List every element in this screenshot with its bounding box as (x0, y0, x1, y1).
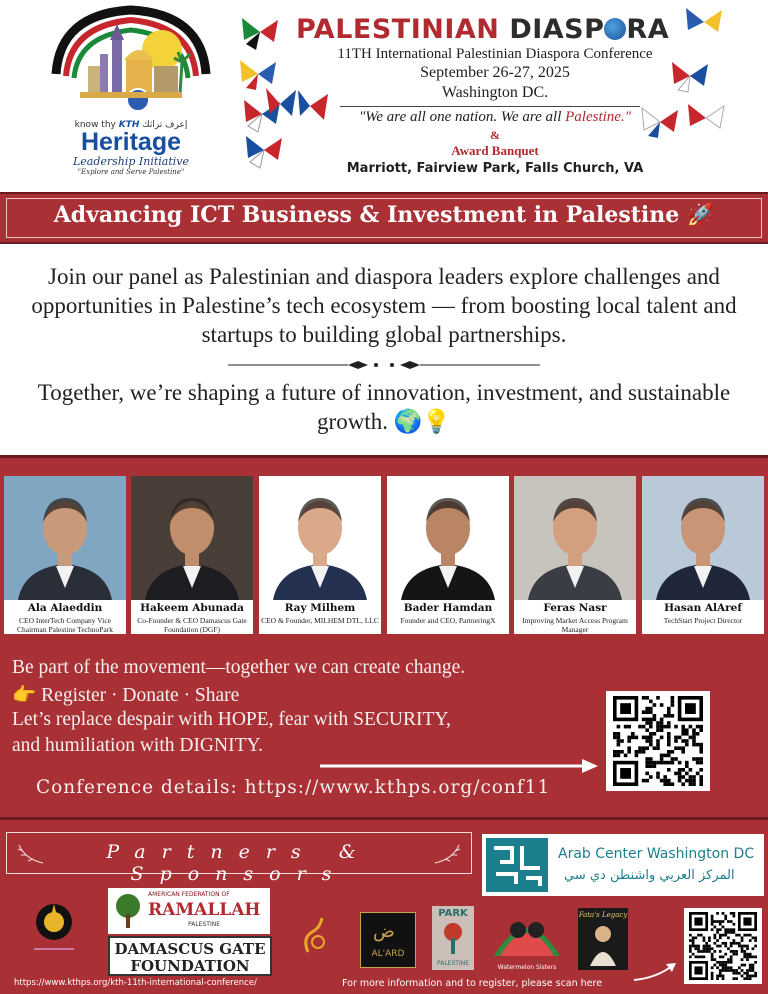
speaker-photo (514, 476, 636, 600)
ornamental-divider (228, 359, 540, 371)
arab-center-name-arabic: المركز العربي واشنطن دي سي (564, 868, 735, 883)
header (0, 0, 768, 190)
tree-icon (440, 922, 466, 956)
olive-tree-icon (112, 892, 144, 930)
partners-sponsors-heading: Partners & Sponsors (106, 841, 372, 885)
conference-subtitle: 11TH International Palestinian Diaspora Conference (337, 46, 653, 62)
conference-city: Washington DC. (441, 84, 549, 101)
venue: Marriott, Fairview Park, Falls Church, VA (346, 161, 644, 176)
logo-know-thy: know thy KTH إعرف تراثك (74, 120, 188, 130)
park-palestine-logo[interactable]: PARK PALESTINE (432, 906, 474, 970)
speaker-name: Ala Alaeddin (27, 602, 103, 614)
conference-ampersand: & (490, 128, 500, 142)
speaker-role: CEO & Founder, MILHEM DTL, LLC (261, 616, 379, 625)
speaker-role: TechStart Project Director (663, 616, 743, 625)
speaker-card (131, 476, 253, 634)
speaker-role: Improving Market Access Program Manager (522, 616, 628, 634)
speaker-photo (387, 476, 509, 600)
cta-line-dignity: and humiliation with DIGNITY. (12, 735, 263, 756)
speaker-card (259, 476, 381, 634)
conference-details-link[interactable]: Conference details: https://www.kthps.org/conf11 (36, 777, 551, 798)
intro-paragraph: Join our panel as Palestinian and diaspora leaders explore challenges and opportunities in Palestine’s tech ecosystem — from boosting local talent and startups to building global partnerships. (31, 264, 737, 347)
speaker-name: Hasan AlAref (664, 602, 742, 614)
arrow-to-qr-icon (632, 960, 680, 982)
partners-heading-box (6, 832, 472, 885)
session-title: Advancing ICT Business & Investment in Palestine 🚀 (53, 202, 715, 228)
speaker-role: CEO InterTech Company Vice Chairman Palestine TechnoPark (17, 616, 113, 634)
award-banquet: Award Banquet (451, 143, 539, 158)
logo-leadership: Leadership Initiative (72, 155, 190, 168)
alard-logo[interactable]: AL'ARD ض (360, 912, 416, 968)
cta-line-movement: Be part of the movement—together we can create change. (12, 657, 466, 678)
speaker-photo (4, 476, 126, 600)
conference-date: September 26-27, 2025 (420, 64, 570, 81)
speakers-panel (0, 455, 768, 647)
conference-qr-code[interactable] (606, 691, 710, 791)
globe-icon (604, 18, 626, 40)
speaker-name: Bader Hamdan (403, 602, 493, 614)
american-federation-ramallah-logo[interactable]: AMERICAN FEDERATION OF RAMALLAH PALESTINE (108, 888, 270, 934)
watermelon-sisters-icon (490, 908, 564, 962)
header-divider (340, 106, 640, 107)
arabic-calligraphy-logo[interactable] (298, 912, 332, 958)
speaker-name: Ray Milhem (284, 602, 356, 614)
laurel-right-icon (433, 843, 463, 865)
arab-center-logo[interactable] (482, 834, 764, 896)
speaker-name: Feras Nasr (543, 602, 607, 614)
portrait-icon (588, 922, 618, 966)
speaker-role: Founder and CEO, PartneringX (400, 616, 496, 625)
damascus-gate-foundation-logo[interactable]: DAMASCUS GATE FOUNDATION (108, 936, 272, 976)
logo-text (46, 120, 216, 176)
logo-tagline: "Explore and Serve Palestine" (77, 168, 185, 176)
conference-title: PALESTINIAN DIASP RA (296, 14, 670, 45)
scan-instructions: For more information and to register, please scan here (342, 978, 603, 989)
kth-heritage-logo[interactable] (46, 4, 216, 184)
arab-center-emblem-icon (486, 838, 548, 892)
sponsors-section (0, 817, 768, 994)
speaker-card (514, 476, 636, 634)
session-title-bar (0, 192, 768, 244)
speaker-role: Co-Founder & CEO Damascus Gate Foundation (DGF) (137, 616, 247, 634)
qr-code-icon (688, 912, 758, 980)
registration-qr-code[interactable] (684, 908, 762, 984)
speaker-card (642, 476, 764, 634)
cta-line-actions[interactable]: 👉 Register · Donate · Share (12, 685, 240, 706)
call-to-action (0, 647, 768, 817)
conference-page-link[interactable]: https://www.kthps.org/kth-11th-international-conference/ (14, 978, 257, 988)
fatas-legacy-logo[interactable]: Fata's Legacy (578, 908, 628, 970)
speaker-name: Hakeem Abunada (140, 602, 244, 614)
intro-tagline: Together, we’re shaping a future of innovation, investment, and sustainable growth. 🌍💡 (37, 380, 731, 434)
speaker-card (4, 476, 126, 634)
arab-center-name: Arab Center Washington DC (558, 846, 755, 862)
cta-line-hope: Let’s replace despair with HOPE, fear with SECURITY, (12, 709, 451, 730)
conference-quote: "We are all one nation. We are all Palestine." (358, 109, 631, 125)
watermelon-sisters-logo[interactable]: Watermelon Sisters (490, 908, 564, 974)
holy-land-foundation-logo[interactable] (30, 898, 78, 968)
speaker-card (387, 476, 509, 634)
qr-code-icon (611, 696, 705, 786)
speaker-photo (131, 476, 253, 600)
logo-heritage: Heritage (80, 128, 182, 156)
speaker-photo (259, 476, 381, 600)
arrow-right-icon (320, 757, 600, 775)
speaker-photo (642, 476, 764, 600)
heritage-skyline-icon (50, 4, 212, 116)
